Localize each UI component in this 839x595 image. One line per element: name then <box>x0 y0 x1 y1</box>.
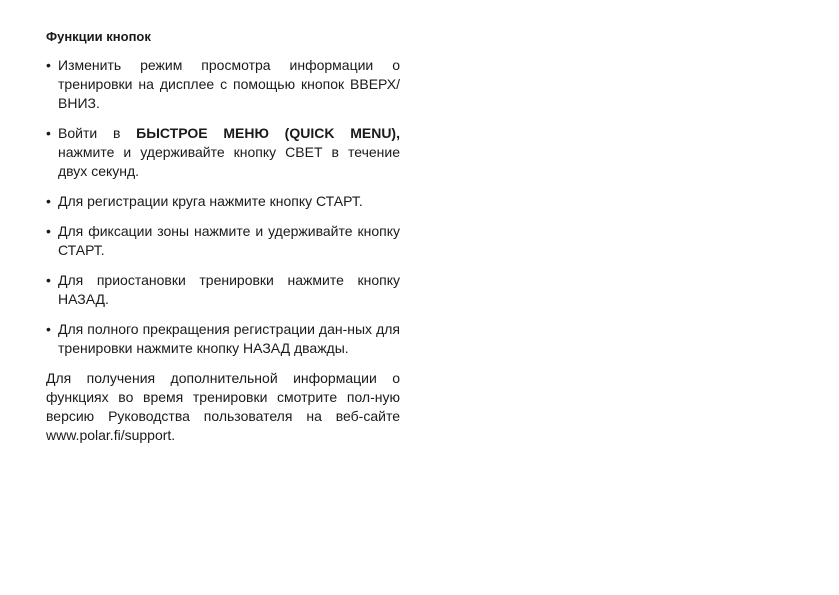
list-item-text: Изменить режим просмотра информации о тренировки на дисплее с помощью кнопок ВВЕРХ/ВНИЗ. <box>58 57 400 111</box>
section-heading: Функции кнопок <box>46 29 151 44</box>
list-item <box>46 124 400 181</box>
button-functions-list <box>46 56 400 358</box>
list-item-text: Для регистрации круга нажмите кнопку СТАРТ. <box>58 193 363 209</box>
additional-info-paragraph: Для получения дополнительной информации о функциях во время тренировки смотрите пол-ную версию Руководства пользователя на веб-сайте www.polar.fi/support. <box>46 370 400 443</box>
list-item-text: Войти в <box>58 125 137 141</box>
document-page <box>46 28 400 445</box>
bullet-mark: • <box>46 223 51 239</box>
list-item <box>46 271 400 309</box>
list-item <box>46 192 400 211</box>
bullet-mark: • <box>46 193 51 209</box>
bullet-mark: • <box>46 272 51 288</box>
list-item <box>46 56 400 113</box>
list-item-text-continued: нажмите и удерживайте кнопку СВЕТ в течение двух секунд. <box>58 144 400 179</box>
bullet-mark: • <box>46 57 51 73</box>
quick-menu-term: БЫСТРОЕ МЕНЮ (QUICK MENU), <box>136 125 400 141</box>
bullet-mark: • <box>46 125 51 141</box>
bullet-mark: • <box>46 321 51 337</box>
list-item-text: Для полного прекращения регистрации дан-ных для тренировки нажмите кнопку НАЗАД дважды. <box>58 321 400 356</box>
list-item <box>46 320 400 358</box>
list-item-text: Для фиксации зоны нажмите и удерживайте кнопку СТАРТ. <box>58 223 400 258</box>
list-item <box>46 222 400 260</box>
list-item-text: Для приостановки тренировки нажмите кнопку НАЗАД. <box>58 272 400 307</box>
